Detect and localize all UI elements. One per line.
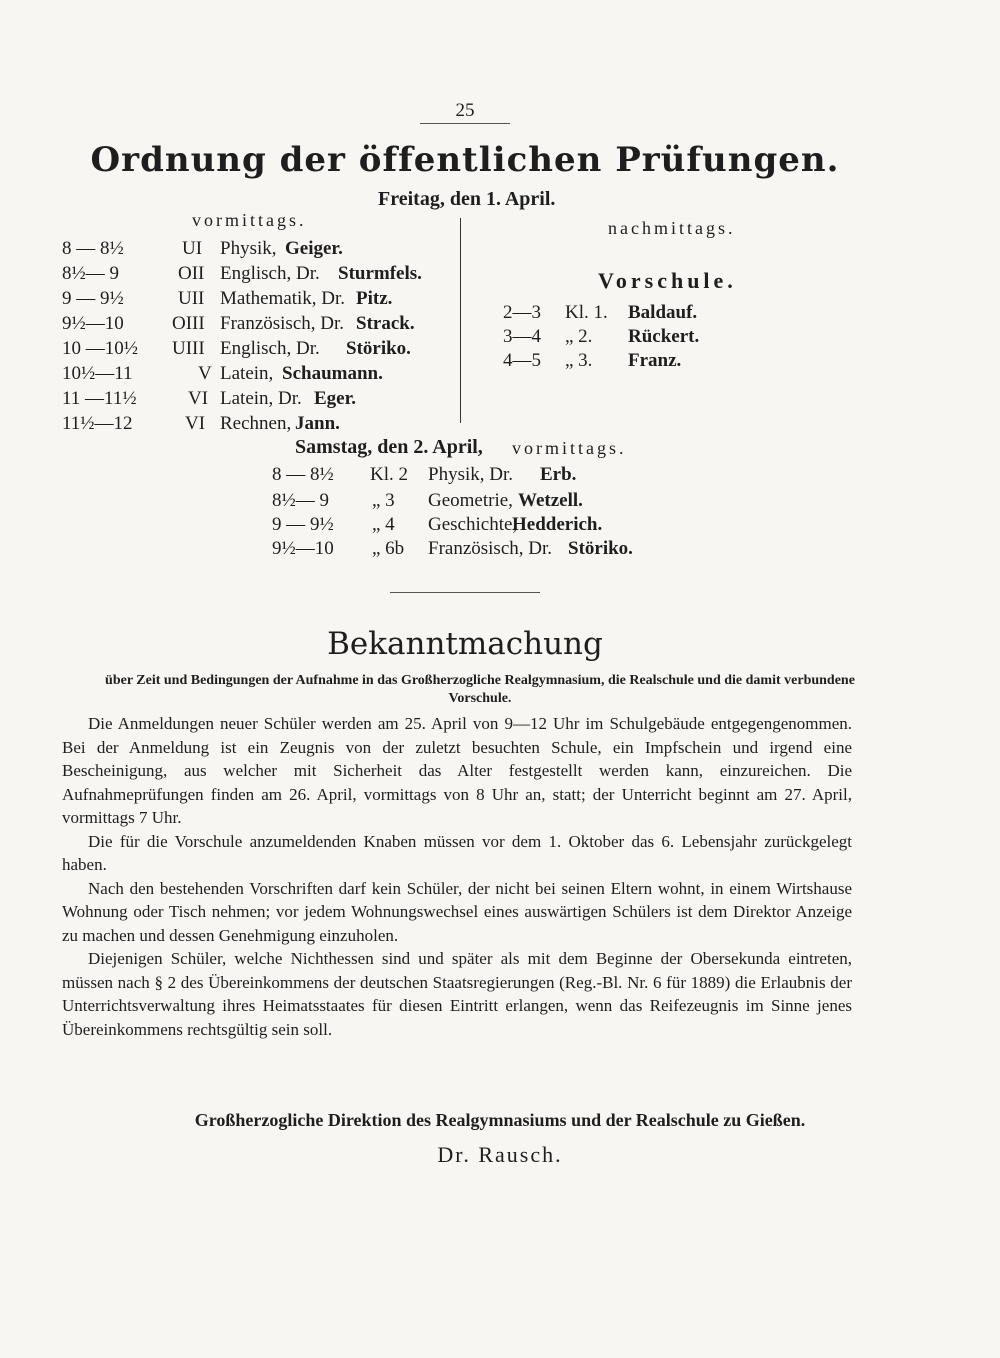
class-cell: UIII	[172, 338, 205, 359]
teacher-cell: Strack.	[356, 313, 415, 334]
time-cell: 11½—12	[62, 413, 133, 434]
time-cell: 9½—10	[62, 313, 124, 334]
teacher-cell: Franz.	[628, 350, 682, 371]
time-cell: 9 — 9½	[272, 514, 334, 535]
time-cell: 10 —10½	[62, 338, 138, 359]
time-cell: 9 — 9½	[62, 288, 124, 309]
subject-cell: Latein, Dr.	[220, 388, 302, 409]
teacher-cell: Pitz.	[356, 288, 393, 309]
announcement-paragraph: Die Anmeldungen neuer Schüler werden am 25. April von 9—12 Uhr im Schulgebäude entgegengenommen. Bei der Anmeldung ist ein Zeugnis von der zuletzt besuchten Schule, ein Impfschein und irgend eine Bescheinigung, aus welcher mit Sicherheit das Alter festgestellt werden kann, einzureichen. Die Aufnahmeprüfungen finden am 26. April, vormittags von 8 Uhr an, statt; der Unterricht beginnt am 27. April, vormittags 7 Uhr.	[62, 714, 852, 827]
teacher-cell: Sturmfels.	[338, 263, 422, 284]
teacher-cell: Hedderich.	[512, 514, 603, 535]
subject-cell: Französisch, Dr.	[220, 313, 345, 334]
time-cell: 9½—10	[272, 538, 334, 559]
class-cell: VI	[188, 388, 209, 409]
subject-cell: Rechnen,	[220, 413, 292, 434]
subject-cell: Geometrie,	[428, 490, 513, 511]
class-cell: „ 2.	[565, 326, 593, 347]
friday-heading: Freitag, den 1. April.	[378, 188, 556, 210]
subject-cell: Französisch, Dr.	[428, 538, 553, 559]
time-cell: 8 — 8½	[62, 238, 124, 259]
announcement-paragraph: Die für die Vorschule anzumeldenden Knaben müssen vor dem 1. Oktober das 6. Lebensjahr zurückgelegt haben.	[62, 831, 852, 874]
subject-cell: Englisch, Dr.	[220, 338, 320, 359]
subject-cell: Geschichte,	[428, 514, 518, 535]
teacher-cell: Rückert.	[628, 326, 700, 347]
subject-cell: Mathematik, Dr.	[220, 288, 346, 309]
class-cell: OIII	[172, 313, 205, 334]
class-cell: UII	[178, 288, 205, 309]
column-divider	[460, 218, 461, 423]
class-cell: „ 6b	[372, 538, 405, 559]
announcement-heading: Bekanntmachung	[327, 626, 603, 662]
time-cell: 8½— 9	[62, 263, 119, 284]
signature-name: Dr. Rausch.	[437, 1142, 563, 1167]
time-cell: 8½— 9	[272, 490, 329, 511]
teacher-cell: Jann.	[295, 413, 340, 434]
page-number: 25	[455, 100, 475, 121]
teacher-cell: Störiko.	[568, 538, 633, 559]
announcement-body	[62, 712, 852, 1041]
friday-morning-label: vormittags.	[192, 210, 307, 230]
time-cell: 2—3	[503, 302, 541, 323]
time-cell: 4—5	[503, 350, 541, 371]
class-cell: „ 3	[372, 490, 395, 511]
teacher-cell: Eger.	[314, 388, 357, 409]
announcement-paragraph: Diejenigen Schüler, welche Nichthessen sind und später als mit dem Beginne der Obersekunda eintreten, müssen nach § 2 des Übereinkommens der deutschen Staatsregierungen (Reg.-Bl. Nr. 6 für 1889) die Erlaubnis der Unterrichtsverwaltung ihres Heimatsstaates für diesen Eintritt erlangen, wenn das Reifezeugnis im Sinne jenes Übereinkommens rechtsgültig sein soll.	[62, 949, 852, 1039]
page-title: Ordnung der öffentlichen Prüfungen.	[90, 140, 840, 180]
section-divider	[390, 592, 540, 593]
saturday-heading: Samstag, den 2. April,	[295, 436, 483, 458]
class-cell: „ 4	[372, 514, 395, 535]
subject-cell: Latein,	[220, 363, 274, 384]
teacher-cell: Schaumann.	[282, 363, 383, 384]
vorschule-label: Vorschule.	[598, 268, 737, 293]
class-cell: VI	[185, 413, 206, 434]
subject-cell: Physik, Dr.	[428, 464, 513, 485]
time-cell: 10½—11	[62, 363, 133, 384]
teacher-cell: Geiger.	[285, 238, 343, 259]
class-cell: UI	[182, 238, 203, 259]
page-number-rule	[420, 123, 510, 124]
teacher-cell: Erb.	[540, 464, 577, 485]
subject-cell: Englisch, Dr.	[220, 263, 320, 284]
time-cell: 11 —11½	[62, 388, 137, 409]
class-cell: Kl. 1.	[565, 302, 608, 323]
announcement-paragraph: Nach den bestehenden Vorschriften darf kein Schüler, der nicht bei seinen Eltern wohnt, in einem Wirtshause Wohnung oder Tisch nehmen; vor jedem Wohnungswechsel eines auswärtigen Schülers ist dem Direktor Anzeige zu machen und dessen Genehmigung einzuholen.	[62, 878, 852, 945]
friday-afternoon-label: nachmittags.	[608, 218, 736, 238]
signature-organization: Großherzogliche Direktion des Realgymnasiums und der Realschule zu Gießen.	[194, 1110, 806, 1130]
time-cell: 8 — 8½	[272, 464, 334, 485]
subject-cell: Physik,	[220, 238, 277, 259]
teacher-cell: Störiko.	[346, 338, 411, 359]
time-cell: 3—4	[503, 326, 541, 347]
class-cell: „ 3.	[565, 350, 593, 371]
saturday-time-label: vormittags.	[512, 438, 627, 458]
teacher-cell: Baldauf.	[628, 302, 698, 323]
class-cell: OII	[178, 263, 205, 284]
teacher-cell: Wetzell.	[518, 490, 583, 511]
announcement-subheading: über Zeit und Bedingungen der Aufnahme in das Großherzogliche Realgymnasium, die Realschule und die damit verbundene Vorschule.	[105, 673, 855, 706]
class-cell: V	[198, 363, 212, 384]
class-cell: Kl. 2	[370, 464, 408, 485]
